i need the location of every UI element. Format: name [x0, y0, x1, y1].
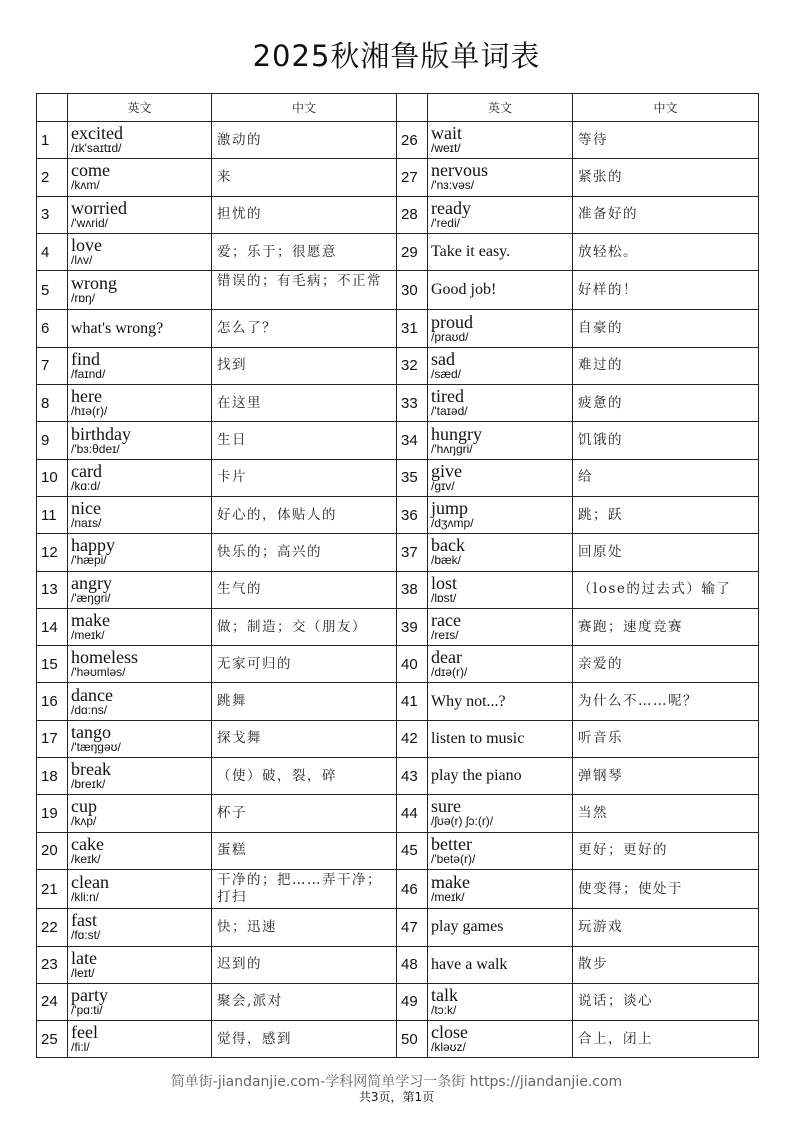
english-word: nervous: [431, 160, 488, 181]
phonetic-transcription: /'tæŋgəʊ/: [71, 739, 121, 754]
chinese-meaning: 好样的！: [573, 271, 759, 310]
english-cell: [68, 832, 212, 869]
chinese-meaning: 准备好的: [573, 196, 759, 233]
phonetic-transcription: /'hʌŋgri/: [431, 441, 473, 456]
table-row: [37, 534, 759, 571]
english-word: lost: [431, 572, 458, 593]
phonetic-transcription: /hɪə(r)/: [71, 404, 108, 419]
chinese-meaning: 探戈舞: [212, 720, 397, 757]
phonetic-transcription: /'æŋgri/: [71, 590, 111, 605]
english-cell: [68, 795, 212, 832]
phonetic-transcription: /kləʊz/: [431, 1040, 466, 1055]
entry-number: 12: [37, 534, 68, 571]
table-row: [37, 795, 759, 832]
english-word: make: [71, 610, 110, 630]
english-phrase: play games: [431, 918, 504, 936]
entry-number: 5: [37, 271, 68, 310]
chinese-meaning: 觉得，感到: [212, 1021, 397, 1058]
entry-number: 25: [37, 1021, 68, 1058]
english-cell: [428, 909, 573, 946]
entry-number: 4: [37, 233, 68, 270]
english-word: here: [71, 386, 102, 407]
english-phrase: play the piano: [431, 767, 522, 785]
table-row: [37, 385, 759, 422]
english-word: love: [71, 235, 102, 256]
phonetic-transcription: /tɔ:k/: [431, 1002, 457, 1017]
table-row: [37, 233, 759, 270]
english-cell: [428, 1021, 573, 1058]
english-cell: [428, 983, 573, 1020]
english-phrase: Take it easy.: [431, 243, 511, 261]
english-word: close: [431, 1022, 468, 1043]
english-word: happy: [71, 535, 115, 556]
english-phrase: Good job!: [431, 281, 497, 299]
chinese-meaning: （使）破，裂，碎: [212, 758, 397, 795]
chinese-meaning: 卡片: [212, 459, 397, 496]
english-word: dance: [71, 684, 113, 705]
english-word: ready: [431, 197, 471, 218]
english-cell: [68, 347, 212, 384]
header-number: [37, 94, 68, 122]
chinese-meaning: 疲惫的: [573, 385, 759, 422]
chinese-meaning: 饥饿的: [573, 422, 759, 459]
english-word: break: [71, 759, 111, 780]
english-cell: [68, 646, 212, 683]
english-word: tired: [431, 386, 464, 407]
entry-number: 34: [397, 422, 428, 459]
chinese-meaning: 来: [212, 159, 397, 196]
chinese-meaning: 难过的: [573, 347, 759, 384]
entry-number: 32: [397, 347, 428, 384]
entry-number: 46: [397, 869, 428, 908]
phonetic-transcription: /kɑ:d/: [71, 478, 101, 493]
entry-number: 15: [37, 646, 68, 683]
english-cell: [68, 758, 212, 795]
header-english: 英文: [428, 94, 573, 122]
chinese-meaning: 使变得；使处于: [573, 869, 759, 908]
table-row: [37, 159, 759, 196]
phonetic-transcription: /reɪs/: [431, 628, 459, 642]
table-row: [37, 271, 759, 310]
entry-number: 39: [397, 608, 428, 645]
english-cell: [68, 310, 212, 347]
english-phrase: Why not...?: [431, 692, 506, 710]
english-word: better: [431, 833, 472, 854]
chinese-meaning: 蛋糕: [212, 832, 397, 869]
phonetic-transcription: /breɪk/: [71, 777, 106, 792]
chinese-meaning: 无家可归的: [212, 646, 397, 683]
english-cell: [68, 496, 212, 533]
english-cell: [68, 122, 212, 159]
chinese-meaning: 听音乐: [573, 720, 759, 757]
entry-number: 1: [37, 122, 68, 159]
phonetic-transcription: /fi:l/: [71, 1040, 90, 1055]
english-word: sure: [431, 796, 461, 817]
header-chinese: 中文: [573, 94, 759, 122]
english-cell: [68, 233, 212, 270]
footer-site-text: 简单街-jiandanjie.com-学科网简单学习一条街 https://jiandanjie.com: [170, 1074, 623, 1090]
english-cell: [428, 196, 573, 233]
entry-number: 8: [37, 385, 68, 422]
english-word: tango: [71, 721, 111, 742]
header-number: [397, 94, 428, 122]
english-word: come: [71, 160, 110, 181]
table-row: [37, 196, 759, 233]
chinese-meaning: 担忧的: [212, 196, 397, 233]
phonetic-transcription: /'hæpi/: [71, 553, 107, 568]
table-row: [37, 496, 759, 533]
english-cell: [428, 720, 573, 757]
phonetic-transcription: /kli:n/: [71, 890, 100, 905]
table-row: [37, 869, 759, 908]
table-row: [37, 909, 759, 946]
entry-number: 20: [37, 832, 68, 869]
english-cell: [68, 983, 212, 1020]
table-row: [37, 310, 759, 347]
english-word: nice: [71, 498, 101, 519]
entry-number: 36: [397, 496, 428, 533]
english-word: cup: [71, 796, 97, 817]
english-cell: [68, 571, 212, 608]
phonetic-transcription: /'redi/: [431, 215, 460, 230]
chinese-meaning: 在这里: [212, 385, 397, 422]
english-word: card: [71, 460, 102, 481]
chinese-meaning: 爱；乐于；很愿意: [212, 233, 397, 270]
english-cell: [68, 869, 212, 908]
entry-number: 13: [37, 571, 68, 608]
chinese-meaning: 做；制造；交（朋友）: [212, 608, 397, 645]
english-word: cake: [71, 833, 104, 854]
entry-number: 27: [397, 159, 428, 196]
english-word: fast: [71, 910, 97, 931]
english-cell: [428, 385, 573, 422]
entry-number: 40: [397, 646, 428, 683]
english-word: feel: [71, 1022, 98, 1043]
english-word: make: [431, 872, 470, 893]
english-word: find: [71, 348, 100, 369]
phonetic-transcription: /lɒst/: [431, 590, 457, 605]
phonetic-transcription: /'wʌrid/: [71, 215, 108, 230]
phonetic-transcription: /kʌp/: [71, 814, 97, 829]
entry-number: 19: [37, 795, 68, 832]
phonetic-transcription: /lʌv/: [71, 253, 93, 268]
entry-number: 21: [37, 869, 68, 908]
chinese-meaning: 生日: [212, 422, 397, 459]
entry-number: 33: [397, 385, 428, 422]
table-row: [37, 422, 759, 459]
page-number: 共3页，第1页: [358, 1090, 435, 1104]
chinese-meaning: 好心的，体贴人的: [212, 496, 397, 533]
chinese-meaning: 赛跑；速度竞赛: [573, 608, 759, 645]
entry-number: 29: [397, 233, 428, 270]
entry-number: 45: [397, 832, 428, 869]
header-english: 英文: [68, 94, 212, 122]
chinese-meaning: 杯子: [212, 795, 397, 832]
phonetic-transcription: /keɪk/: [71, 851, 101, 866]
english-cell: [428, 869, 573, 908]
chinese-meaning: 回原处: [573, 534, 759, 571]
english-word: back: [431, 535, 465, 556]
entry-number: 3: [37, 196, 68, 233]
phonetic-transcription: /gɪv/: [431, 478, 455, 493]
phonetic-transcription: /fɑ:st/: [71, 928, 101, 943]
english-word: jump: [431, 498, 469, 519]
chinese-meaning: 干净的；把……弄干净；打扫: [212, 869, 397, 908]
english-cell: [68, 196, 212, 233]
chinese-meaning: 聚会,派对: [212, 983, 397, 1020]
chinese-meaning: 怎么了？: [212, 310, 397, 347]
entry-number: 47: [397, 909, 428, 946]
english-word: proud: [431, 311, 473, 332]
entry-number: 11: [37, 496, 68, 533]
chinese-meaning: 紧张的: [573, 159, 759, 196]
phonetic-transcription: /naɪs/: [71, 516, 102, 531]
entry-number: 23: [37, 946, 68, 983]
chinese-meaning: 说话；谈心: [573, 983, 759, 1020]
entry-number: 50: [397, 1021, 428, 1058]
table-header-row: [37, 94, 759, 122]
table-row: [37, 1021, 759, 1058]
phonetic-transcription: /dɑ:ns/: [71, 702, 108, 717]
entry-number: 41: [397, 683, 428, 720]
phonetic-transcription: /'pɑ:ti/: [71, 1002, 103, 1017]
entry-number: 49: [397, 983, 428, 1020]
chinese-meaning: 跳；跃: [573, 496, 759, 533]
entry-number: 6: [37, 310, 68, 347]
chinese-meaning: 更好；更好的: [573, 832, 759, 869]
table-row: [37, 720, 759, 757]
entry-number: 37: [397, 534, 428, 571]
chinese-meaning: 玩游戏: [573, 909, 759, 946]
english-word: clean: [71, 872, 109, 893]
phonetic-transcription: /'həʊmləs/: [71, 665, 126, 680]
english-word: party: [71, 984, 108, 1005]
english-cell: [68, 683, 212, 720]
phonetic-transcription: /'betə(r)/: [431, 851, 476, 866]
entry-number: 31: [397, 310, 428, 347]
entry-number: 10: [37, 459, 68, 496]
english-cell: [428, 347, 573, 384]
vocabulary-table: [36, 93, 759, 1058]
entry-number: 38: [397, 571, 428, 608]
english-cell: [428, 271, 573, 310]
entry-number: 35: [397, 459, 428, 496]
english-word: late: [71, 947, 97, 968]
english-cell: [428, 571, 573, 608]
english-cell: [68, 385, 212, 422]
english-cell: [68, 946, 212, 983]
phonetic-transcription: /kʌm/: [71, 178, 100, 193]
phonetic-transcription: /dɪə(r)/: [431, 665, 468, 680]
english-word: race: [431, 610, 461, 630]
entry-number: 16: [37, 683, 68, 720]
english-word: homeless: [71, 647, 138, 668]
table-row: [37, 646, 759, 683]
english-cell: [68, 534, 212, 571]
chinese-meaning: 生气的: [212, 571, 397, 608]
chinese-meaning: 跳舞: [212, 683, 397, 720]
entry-number: 28: [397, 196, 428, 233]
phonetic-transcription: /'bɜ:θdeɪ/: [71, 441, 120, 456]
phonetic-transcription: /meɪk/: [431, 890, 465, 905]
table-row: [37, 683, 759, 720]
english-cell: [428, 459, 573, 496]
english-word: wrong: [71, 273, 117, 294]
table-row: [37, 758, 759, 795]
english-phrase: listen to music: [431, 729, 525, 747]
chinese-meaning: 为什么不……呢？: [573, 683, 759, 720]
chinese-meaning: 自豪的: [573, 310, 759, 347]
phonetic-transcription: /meɪk/: [71, 628, 105, 642]
table-row: [37, 608, 759, 645]
entry-number: 2: [37, 159, 68, 196]
phonetic-transcription: /bæk/: [431, 553, 462, 568]
phonetic-transcription: /sæd/: [431, 366, 462, 381]
english-word: excited: [71, 123, 123, 144]
phonetic-transcription: /dʒʌmp/: [431, 516, 474, 531]
header-chinese: 中文: [212, 94, 397, 122]
english-word: worried: [71, 197, 127, 218]
english-cell: [428, 795, 573, 832]
chinese-meaning: 找到: [212, 347, 397, 384]
english-word: talk: [431, 984, 458, 1005]
entry-number: 30: [397, 271, 428, 310]
english-word: hungry: [431, 423, 482, 444]
english-phrase: what's wrong?: [71, 319, 164, 337]
chinese-meaning: 合上，闭上: [573, 1021, 759, 1058]
entry-number: 14: [37, 608, 68, 645]
chinese-meaning: 错误的；有毛病；不正常: [212, 271, 397, 310]
english-cell: [428, 832, 573, 869]
english-cell: [428, 946, 573, 983]
chinese-meaning: 给: [573, 459, 759, 496]
entry-number: 22: [37, 909, 68, 946]
phonetic-transcription: /ɪk'saɪtɪd/: [71, 141, 122, 156]
entry-number: 7: [37, 347, 68, 384]
english-cell: [428, 646, 573, 683]
english-word: angry: [71, 572, 112, 593]
table-row: [37, 946, 759, 983]
phonetic-transcription: /weɪt/: [431, 141, 461, 156]
document-title: 2025秋湘鲁版单词表: [252, 39, 541, 73]
table-row: [37, 983, 759, 1020]
chinese-meaning: 散步: [573, 946, 759, 983]
english-phrase: have a walk: [431, 955, 508, 973]
chinese-meaning: 当然: [573, 795, 759, 832]
english-word: wait: [431, 123, 462, 144]
english-cell: [428, 233, 573, 270]
entry-number: 9: [37, 422, 68, 459]
chinese-meaning: 弹钢琴: [573, 758, 759, 795]
english-cell: [68, 459, 212, 496]
english-cell: [428, 422, 573, 459]
chinese-meaning: （lose的过去式）输了: [573, 571, 759, 608]
table-row: [37, 832, 759, 869]
chinese-meaning: 亲爱的: [573, 646, 759, 683]
entry-number: 48: [397, 946, 428, 983]
english-cell: [68, 1021, 212, 1058]
phonetic-transcription: /faɪnd/: [71, 366, 106, 381]
english-cell: [68, 720, 212, 757]
entry-number: 42: [397, 720, 428, 757]
english-word: birthday: [71, 423, 131, 444]
chinese-meaning: 激动的: [212, 122, 397, 159]
entry-number: 17: [37, 720, 68, 757]
phonetic-transcription: /rɒŋ/: [71, 291, 96, 306]
table-row: [37, 347, 759, 384]
english-cell: [68, 422, 212, 459]
phonetic-transcription: /'nɜ:vəs/: [431, 178, 475, 193]
english-cell: [428, 159, 573, 196]
english-cell: [68, 271, 212, 310]
entry-number: 24: [37, 983, 68, 1020]
english-cell: [428, 758, 573, 795]
table-row: [37, 571, 759, 608]
table-row: [37, 122, 759, 159]
phonetic-transcription: /'taɪəd/: [431, 404, 468, 419]
english-cell: [428, 608, 573, 645]
phonetic-transcription: /praʊd/: [431, 329, 469, 344]
english-cell: [68, 159, 212, 196]
phonetic-transcription: /ʃʊə(r) ʃɔ:(r)/: [431, 814, 494, 829]
entry-number: 43: [397, 758, 428, 795]
entry-number: 26: [397, 122, 428, 159]
phonetic-transcription: /leɪt/: [71, 965, 95, 980]
chinese-meaning: 快乐的；高兴的: [212, 534, 397, 571]
table-row: [37, 459, 759, 496]
english-word: dear: [431, 647, 462, 668]
english-cell: [428, 683, 573, 720]
english-cell: [428, 310, 573, 347]
english-word: sad: [431, 348, 455, 369]
entry-number: 44: [397, 795, 428, 832]
english-word: give: [431, 460, 462, 481]
entry-number: 18: [37, 758, 68, 795]
chinese-meaning: 快；迅速: [212, 909, 397, 946]
english-cell: [428, 122, 573, 159]
english-cell: [428, 534, 573, 571]
chinese-meaning: 放轻松。: [573, 233, 759, 270]
chinese-meaning: 等待: [573, 122, 759, 159]
english-cell: [428, 496, 573, 533]
chinese-meaning: 迟到的: [212, 946, 397, 983]
english-cell: [68, 909, 212, 946]
english-cell: [68, 608, 212, 645]
